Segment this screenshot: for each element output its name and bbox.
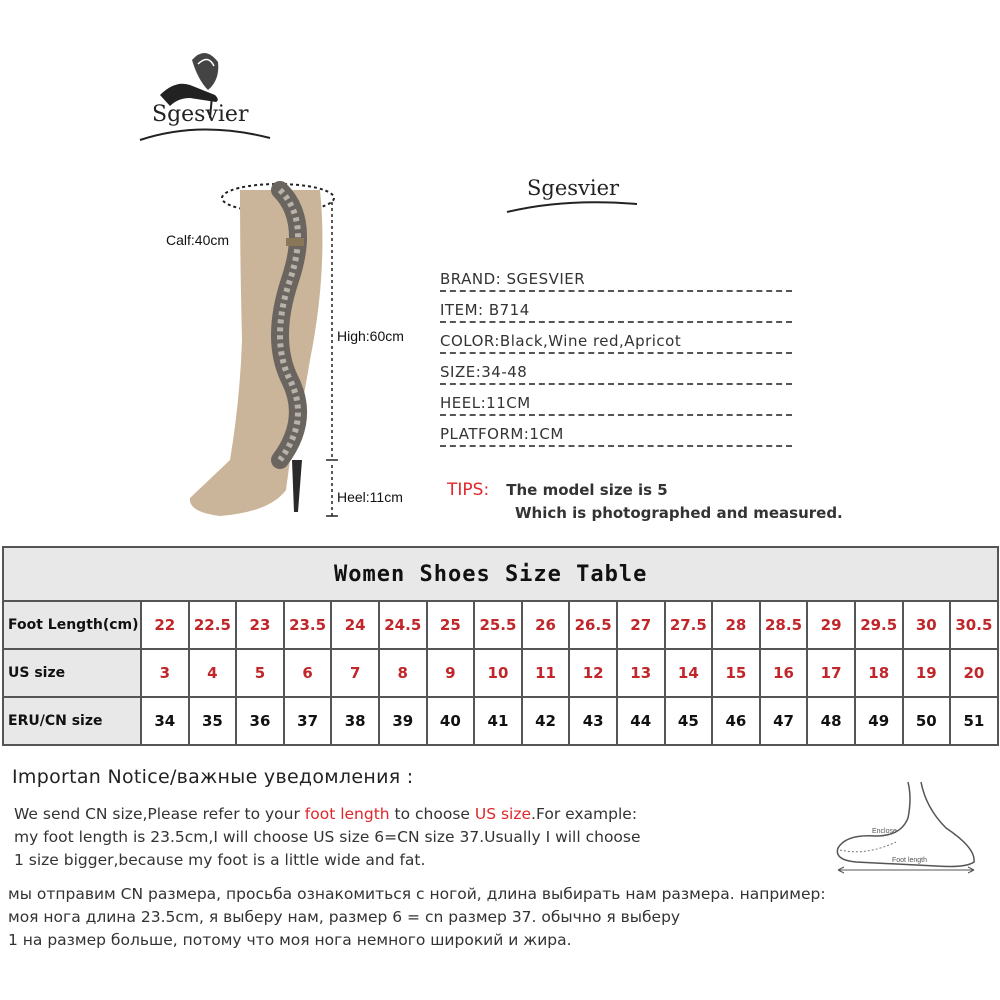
size-table (2, 546, 999, 746)
table-cell: 27.5 (665, 601, 713, 649)
tips-line2: Which is photographed and measured. (515, 504, 843, 522)
table-cell: 14 (665, 649, 713, 697)
row-label-foot-length: Foot Length(cm) (3, 601, 141, 649)
table-cell: 22.5 (189, 601, 237, 649)
notice-ru-line2: моя нога длина 23.5cm, я выберу нам, размер 6 = cn размер 37. обычно я выберу (8, 908, 681, 926)
height-measurement: High:60cm (337, 328, 404, 344)
table-cell: 51 (950, 697, 998, 745)
table-cell: 47 (760, 697, 808, 745)
spec-color: COLOR:Black,Wine red,Apricot (440, 332, 792, 354)
table-cell: 15 (712, 649, 760, 697)
table-cell: 24 (331, 601, 379, 649)
notice-en-line1: We send CN size,Please refer to your foot length to choose US size.For example: (14, 805, 638, 823)
row-label-us-size: US size (3, 649, 141, 697)
tips (447, 480, 847, 522)
table-cell: 36 (236, 697, 284, 745)
table-cell: 34 (141, 697, 189, 745)
notice-ru-line1: мы отправим CN размера, просьба ознакомиться с ногой, длина выбирать нам размера. например: (8, 885, 826, 903)
brand-logo (120, 40, 290, 150)
heel-measurement: Heel:11cm (337, 489, 403, 505)
table-cell: 8 (379, 649, 427, 697)
table-cell: 7 (331, 649, 379, 697)
foot-enclose-label: Enclose (872, 828, 897, 835)
brand-logo-secondary-text: Sgesvier (527, 176, 620, 200)
table-cell: 9 (427, 649, 475, 697)
spec-heel: HEEL:11CM (440, 394, 792, 416)
table-cell: 25.5 (474, 601, 522, 649)
table-cell: 40 (427, 697, 475, 745)
table-cell: 41 (474, 697, 522, 745)
notice-en-line2: my foot length is 23.5cm,I will choose US size 6=CN size 37.Usually I will choose (14, 828, 641, 846)
table-cell: 13 (617, 649, 665, 697)
table-cell: 42 (522, 697, 570, 745)
table-cell: 10 (474, 649, 522, 697)
table-cell: 20 (950, 649, 998, 697)
spec-brand: BRAND: SGESVIER (440, 270, 792, 292)
table-cell: 19 (903, 649, 951, 697)
table-cell: 23 (236, 601, 284, 649)
table-cell: 49 (855, 697, 903, 745)
table-cell: 6 (284, 649, 332, 697)
table-cell: 39 (379, 697, 427, 745)
table-cell: 17 (807, 649, 855, 697)
notice-title: Importan Notice/важные уведомления : (12, 766, 414, 788)
table-cell: 25 (427, 601, 475, 649)
spec-platform: PLATFORM:1CM (440, 425, 792, 447)
table-cell: 30.5 (950, 601, 998, 649)
table-cell: 24.5 (379, 601, 427, 649)
tips-label: TIPS: (447, 480, 490, 500)
table-cell: 50 (903, 697, 951, 745)
table-cell: 12 (569, 649, 617, 697)
table-cell: 29 (807, 601, 855, 649)
table-cell: 23.5 (284, 601, 332, 649)
notice-ru-line3: 1 на размер больше, потому что моя нога немного широкий и жира. (8, 931, 572, 949)
table-cell: 44 (617, 697, 665, 745)
table-cell: 11 (522, 649, 570, 697)
table-cell: 5 (236, 649, 284, 697)
size-table-title-row (3, 547, 998, 601)
brand-logo-text: Sgesvier (152, 102, 249, 127)
table-cell: 18 (855, 649, 903, 697)
table-cell: 26.5 (569, 601, 617, 649)
row-label-eru-cn-size: ERU/CN size (3, 697, 141, 745)
notice-en-line3: 1 size bigger,because my foot is a little wide and fat. (14, 851, 426, 869)
table-row (3, 697, 998, 745)
table-cell: 43 (569, 697, 617, 745)
table-cell: 28 (712, 601, 760, 649)
brand-logo-secondary (505, 170, 640, 218)
table-cell: 16 (760, 649, 808, 697)
table-cell: 28.5 (760, 601, 808, 649)
table-cell: 22 (141, 601, 189, 649)
table-cell: 26 (522, 601, 570, 649)
table-row (3, 649, 998, 697)
table-cell: 29.5 (855, 601, 903, 649)
foot-length-label: Foot length (892, 857, 928, 864)
calf-measurement: Calf:40cm (166, 232, 230, 248)
table-cell: 37 (284, 697, 332, 745)
notice-russian (8, 883, 988, 952)
table-cell: 45 (665, 697, 713, 745)
notice-english (14, 803, 814, 872)
table-row (3, 601, 998, 649)
table-cell: 46 (712, 697, 760, 745)
table-cell: 27 (617, 601, 665, 649)
table-cell: 35 (189, 697, 237, 745)
table-cell: 3 (141, 649, 189, 697)
tips-line1: The model size is 5 (506, 481, 668, 499)
logo-swoosh-icon (505, 170, 640, 218)
boot-illustration (160, 160, 420, 530)
size-table-title: Women Shoes Size Table (3, 547, 998, 601)
butterfly-heel-icon (120, 40, 290, 150)
spec-item: ITEM: B714 (440, 301, 792, 323)
table-cell: 38 (331, 697, 379, 745)
foot-diagram (826, 778, 986, 878)
spec-size: SIZE:34-48 (440, 363, 792, 385)
table-cell: 4 (189, 649, 237, 697)
table-cell: 48 (807, 697, 855, 745)
table-cell: 30 (903, 601, 951, 649)
